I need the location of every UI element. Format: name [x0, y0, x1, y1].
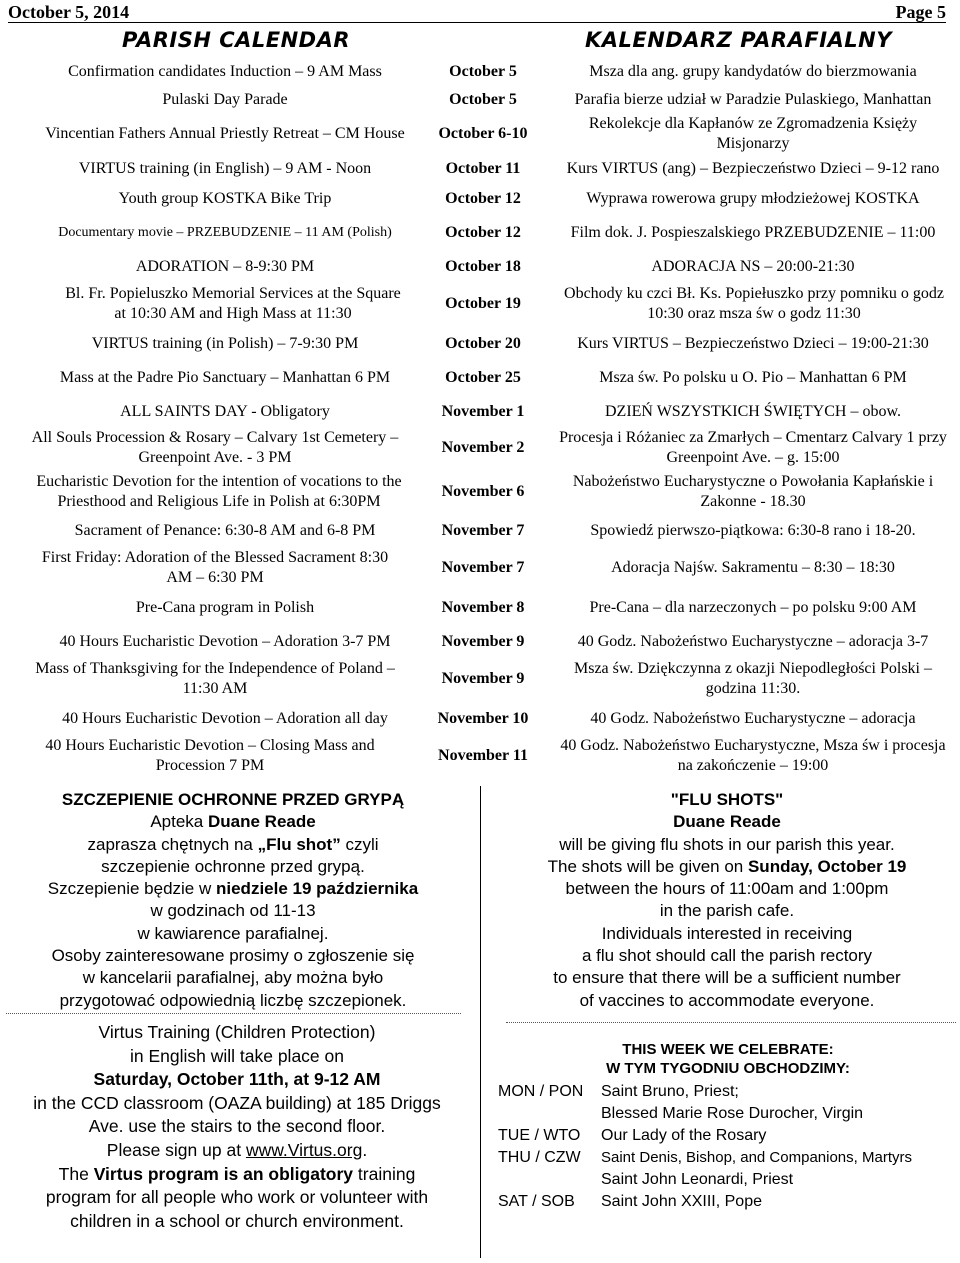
flu-notice-pl-line: w kancelarii parafialnej, aby można było — [82, 968, 384, 988]
event-polish: Pre-Cana – dla narzeczonych – po polsku 9:00 AM — [589, 599, 917, 616]
calendar-row — [0, 472, 960, 512]
event-english: ALL SAINTS DAY - Obligatory — [120, 403, 330, 420]
pharmacy-name: Duane Reade — [207, 812, 316, 832]
virtus-line: children in a school or church environment. — [70, 1210, 404, 1231]
flu-notice-en-line: between the hours of 11:00am and 1:00pm — [565, 879, 889, 899]
event-date: October 19 — [445, 295, 521, 312]
event-date: November 7 — [441, 522, 525, 539]
polish-calendar-title: KALENDARZ PARAFIALNY — [585, 28, 892, 52]
event-polish: DZIEŃ WSZYSTKICH ŚWIĘTYCH – obow. — [605, 403, 901, 420]
event-english: Documentary movie – PRZEBUDZENIE – 11 AM (Polish) — [58, 225, 392, 240]
calendar-row — [0, 61, 960, 83]
event-polish: Nabożeństwo Eucharystyczne o Powołania Kapłańskie i Zakonne - 18.30 — [572, 473, 934, 510]
event-polish: Kurs VIRTUS – Bezpieczeństwo Dzieci – 19:00-21:30 — [577, 335, 929, 352]
calendar-row — [0, 401, 960, 423]
saint-row — [498, 1169, 958, 1191]
calendar-row — [0, 188, 960, 210]
calendar-row — [0, 428, 960, 468]
event-english: VIRTUS training (in Polish) – 7-9:30 PM — [91, 335, 359, 352]
event-polish: 40 Godz. Nabożeństwo Eucharystyczne – adoracja — [590, 710, 916, 727]
event-polish: 40 Godz. Nabożeństwo Eucharystyczne – adoracja 3-7 — [577, 633, 929, 650]
event-polish: Wyprawa rowerowa grupy młodzieżowej KOSTKA — [586, 190, 920, 207]
event-english: Mass at the Padre Pio Sanctuary – Manhattan 6 PM — [59, 369, 391, 386]
saint-row — [498, 1147, 958, 1169]
pharmacy-name: Duane Reade — [673, 812, 781, 832]
event-english: Sacrament of Penance: 6:30-8 AM and 6-8 PM — [74, 522, 376, 539]
saint-row — [498, 1191, 958, 1213]
weekday: MON / PON — [498, 1083, 584, 1100]
event-date: November 9 — [441, 633, 525, 650]
event-polish: 40 Godz. Nabożeństwo Eucharystyczne, Msza św i procesja na zakończenie – 19:00 — [560, 737, 946, 774]
calendar-row — [0, 284, 960, 324]
weekly-saints — [498, 1040, 958, 1213]
virtus-line: in English will take place on — [129, 1045, 344, 1066]
saint-name: Blessed Marie Rose Durocher, Virgin — [601, 1105, 864, 1122]
column-divider — [480, 786, 481, 1258]
saint-name: Saint John XXIII, Pope — [601, 1193, 762, 1210]
event-polish: Kurs VIRTUS (ang) – Bezpieczeństwo Dzieci – 9-12 rano — [566, 160, 940, 177]
virtus-line: Ave. use the stairs to the second floor. — [88, 1116, 386, 1137]
event-polish: Parafia bierze udział w Paradzie Pulaskiego, Manhattan — [574, 91, 932, 108]
virtus-training-notice — [6, 1021, 468, 1233]
event-polish: Spowiedź pierwszo-piątkowa: 6:30-8 rano i 18-20. — [590, 522, 916, 539]
flu-notice-en-line: in the parish cafe. — [659, 901, 795, 921]
event-english: Eucharistic Devotion for the intention of vocations to the Priesthood and Religious Life in Polish at 6:30PM — [36, 473, 402, 510]
virtus-line: in the CCD classroom (OAZA building) at 185 Driggs — [33, 1092, 441, 1113]
calendar-row — [0, 520, 960, 542]
flu-notice-pl-line: przygotować odpowiednią liczbę szczepionek. — [59, 990, 407, 1010]
calendar-row — [0, 333, 960, 355]
flu-notice-pl-line: zaprasza chętnych na „Flu shot” czyli — [87, 834, 379, 854]
calendar-row — [0, 367, 960, 389]
saints-heading-pl: W TYM TYGODNIU OBCHODZIMY: — [606, 1060, 850, 1077]
flu-shot-notice-english — [496, 789, 958, 1012]
event-date: October 12 — [445, 224, 521, 241]
calendar-row — [0, 736, 960, 776]
weekday: SAT / SOB — [498, 1193, 575, 1210]
virtus-link[interactable]: www.Virtus.org — [245, 1139, 363, 1160]
virtus-line: The Virtus program is an obligatory training — [58, 1163, 416, 1184]
calendar-row — [0, 597, 960, 619]
flu-notice-en-line: will be giving flu shots in our parish this year. — [559, 834, 895, 854]
event-date: October 25 — [445, 369, 521, 386]
event-polish: Procesja i Różaniec za Zmarłych – Cmentarz Calvary 1 przy Greenpoint Ave. – g. 15:00 — [559, 429, 947, 466]
weekday: TUE / WTO — [498, 1127, 581, 1144]
saint-row — [498, 1081, 958, 1103]
calendar-row — [0, 256, 960, 278]
event-english: 40 Hours Eucharistic Devotion – Closing Mass and Procession 7 PM — [45, 737, 375, 774]
saint-name: Saint Bruno, Priest; — [601, 1083, 739, 1100]
event-date: October 5 — [449, 63, 517, 80]
flu-notice-en-line: Individuals interested in receiving — [601, 923, 853, 943]
flu-notice-pl-line: w godzinach od 11-13 — [150, 901, 316, 921]
event-date: October 20 — [445, 335, 521, 352]
event-date: October 18 — [445, 258, 521, 275]
event-date: November 8 — [441, 599, 525, 616]
calendar-row — [0, 89, 960, 111]
event-date: November 2 — [441, 439, 525, 456]
flu-notice-pl-title: SZCZEPIENIE OCHRONNE PRZED GRYPĄ — [61, 790, 405, 809]
calendar-row — [0, 708, 960, 730]
event-polish: ADORACJA NS – 20:00-21:30 — [651, 258, 855, 275]
event-english: First Friday: Adoration of the Blessed Sacrament 8:30 AM – 6:30 PM — [41, 549, 389, 586]
event-english: Pre-Cana program in Polish — [135, 599, 315, 616]
event-date: November 9 — [441, 670, 525, 687]
flu-notice-en-line: of vaccines to accommodate everyone. — [579, 990, 875, 1010]
saint-name: Saint Denis, Bishop, and Companions, Martyrs — [601, 1149, 912, 1166]
event-date: November 10 — [437, 710, 529, 727]
event-english: 40 Hours Eucharistic Devotion – Adoration all day — [62, 710, 388, 727]
event-polish: Msza św. Po polsku u O. Pio – Manhattan 6 PM — [599, 369, 907, 386]
weekday — [498, 1103, 601, 1125]
event-english: Confirmation candidates Induction – 9 AM Mass — [68, 63, 382, 80]
event-english: Bl. Fr. Popieluszko Memorial Services at the Square at 10:30 AM and High Mass at 11:30 — [65, 285, 401, 322]
event-polish: Rekolekcje dla Kapłanów ze Zgromadzenia Księży Misjonarzy — [588, 115, 918, 152]
event-english: Youth group KOSTKA Bike Trip — [118, 190, 332, 207]
event-english: Pulaski Day Parade — [162, 91, 288, 108]
calendar-row — [0, 158, 960, 180]
virtus-line: Please sign up at www.Virtus.org. — [106, 1139, 368, 1160]
flu-shot-notice-polish — [8, 789, 458, 1012]
event-english: 40 Hours Eucharistic Devotion – Adoration 3-7 PM — [59, 633, 391, 650]
page-header — [8, 2, 946, 23]
event-date: October 5 — [449, 91, 517, 108]
event-polish: Msza dla ang. grupy kandydatów do bierzmowania — [589, 63, 917, 80]
flu-notice-pl-line: Szczepienie będzie w niedziele 19 października — [47, 879, 419, 899]
calendar-row — [0, 222, 960, 244]
page-number: Page 5 — [895, 2, 946, 22]
parish-calendar-title: PARISH CALENDAR — [122, 28, 351, 52]
dotted-separator — [506, 1022, 956, 1023]
event-date: October 11 — [445, 160, 521, 177]
flu-notice-en-title: "FLU SHOTS" — [670, 790, 784, 809]
saints-heading-en: THIS WEEK WE CELEBRATE: — [622, 1041, 834, 1058]
event-polish: Adoracja Najśw. Sakramentu – 8:30 – 18:30 — [611, 559, 895, 576]
calendar-row — [0, 659, 960, 699]
event-polish: Film dok. J. Pospieszalskiego PRZEBUDZENIE – 11:00 — [570, 224, 936, 241]
event-english: VIRTUS training (in English) – 9 AM - Noon — [78, 160, 372, 177]
flu-notice-en-line: a flu shot should call the parish rectory — [581, 946, 873, 966]
event-english: All Souls Procession & Rosary – Calvary 1st Cemetery – Greenpoint Ave. - 3 PM — [31, 429, 399, 466]
saint-name: Saint John Leonardi, Priest — [601, 1171, 794, 1188]
event-date: November 11 — [438, 747, 528, 764]
event-date: October 6-10 — [438, 125, 528, 142]
saint-row — [498, 1125, 958, 1147]
virtus-line: Virtus Training (Children Protection) — [98, 1022, 376, 1042]
event-polish: Msza św. Dziękczynna z okazji Niepodległości Polski – godzina 11:30. — [574, 660, 932, 697]
event-english: ADORATION – 8-9:30 PM — [135, 258, 315, 275]
flu-notice-pl-line: w kawiarence parafialnej. — [137, 923, 329, 943]
bulletin-date: October 5, 2014 — [8, 2, 130, 22]
dotted-separator — [6, 1013, 461, 1014]
weekday — [498, 1169, 601, 1191]
flu-notice-en-line: The shots will be given on Sunday, October 19 — [547, 856, 907, 876]
event-date: October 12 — [445, 190, 521, 207]
weekday: THU / CZW — [498, 1149, 581, 1166]
event-date: November 6 — [441, 483, 525, 500]
calendar-row — [0, 631, 960, 653]
event-english: Mass of Thanksgiving for the Independence of Poland – 11:30 AM — [35, 660, 395, 697]
virtus-line: program for all people who work or volunteer with — [45, 1187, 429, 1208]
flu-notice-pl-line: Apteka Duane Reade — [150, 812, 316, 832]
flu-notice-pl-line: szczepienie ochronne przed grypą. — [101, 856, 365, 876]
event-date: November 7 — [441, 559, 525, 576]
virtus-date: Saturday, October 11th, at 9-12 AM — [93, 1069, 381, 1090]
flu-notice-en-line: to ensure that there will be a sufficient number — [553, 968, 901, 988]
event-date: November 1 — [441, 403, 525, 420]
event-english: Vincentian Fathers Annual Priestly Retreat – CM House — [45, 125, 405, 142]
event-polish: Obchody ku czci Bł. Ks. Popiełuszko przy pomniku o godz 10:30 oraz msza św o godz 11:30 — [564, 285, 944, 322]
calendar-row — [0, 113, 960, 155]
saint-row — [498, 1103, 958, 1125]
flu-notice-pl-line: Osoby zainteresowane prosimy o zgłoszenie się — [51, 946, 415, 966]
saint-name: Our Lady of the Rosary — [601, 1127, 767, 1144]
calendar-row — [0, 548, 960, 588]
